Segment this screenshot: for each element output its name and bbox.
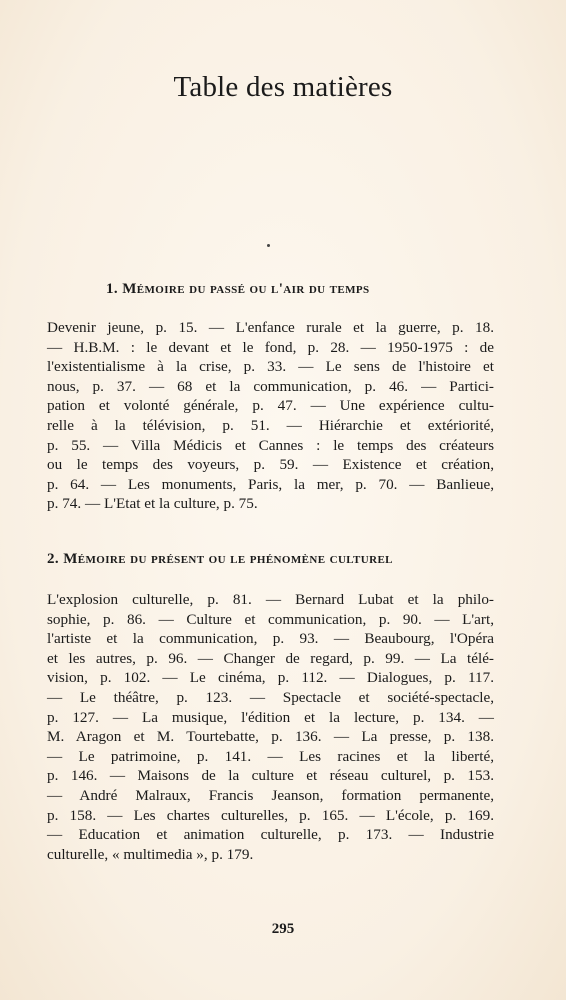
section-1-entries [47, 318, 494, 514]
toc-line: — Le patrimoine, p. 141. — Les racines et la liberté, [47, 747, 494, 765]
toc-line: p. 158. — Les chartes culturelles, p. 165. — L'école, p. 169. [47, 806, 494, 824]
toc-line: p. 127. — La musique, l'édition et la lecture, p. 134. — [47, 708, 494, 726]
toc-line: pation et volonté générale, p. 47. — Une expérience cultu- [47, 397, 494, 415]
toc-line: — H.B.M. : le devant et le fond, p. 28. — 1950-1975 : de [47, 338, 494, 356]
toc-line: et les autres, p. 96. — Changer de regard, p. 99. — La télé- [47, 649, 494, 667]
toc-line: — André Malraux, Francis Jeanson, formation permanente, [47, 786, 494, 804]
toc-line: culturelle, « multimedia », p. 179. [47, 845, 254, 863]
toc-line: p. 146. — Maisons de la culture et réseau culturel, p. 153. [47, 767, 494, 785]
toc-line: relle à la télévision, p. 51. — Hiérarchie et extériorité, [47, 416, 494, 434]
toc-line: sophie, p. 86. — Culture et communication, p. 90. — L'art, [47, 610, 494, 628]
section-2-entries [47, 590, 494, 864]
toc-line: l'artiste et la communication, p. 93. — Beaubourg, l'Opéra [47, 630, 494, 648]
ornament-dot [267, 244, 270, 247]
toc-line: M. Aragon et M. Tourtebatte, p. 136. — La presse, p. 138. [47, 728, 494, 746]
toc-line: — Le théâtre, p. 123. — Spectacle et société-spectacle, [47, 688, 494, 706]
toc-line: p. 64. — Les monuments, Paris, la mer, p. 70. — Banlieue, [47, 475, 494, 493]
page-title: Table des matières [173, 71, 393, 104]
toc-line: p. 74. — L'Etat et la culture, p. 75. [47, 495, 258, 513]
toc-line: nous, p. 37. — 68 et la communication, p. 46. — Partici- [47, 377, 494, 395]
toc-line: ou le temps des voyeurs, p. 59. — Existence et création, [47, 456, 494, 474]
toc-line: l'existentialisme à la crise, p. 33. — Le sens de l'histoire et [47, 358, 494, 376]
toc-line: — Education et animation culturelle, p. 173. — Industrie [47, 826, 494, 844]
toc-line: p. 55. — Villa Médicis et Cannes : le temps des créateurs [47, 436, 494, 454]
section-2-heading: 2. Mémoire du présent ou le phénomène culturel [47, 551, 393, 567]
toc-line: vision, p. 102. — Le cinéma, p. 112. — Dialogues, p. 117. [47, 669, 494, 687]
section-1-heading: 1. Mémoire du passé ou l'air du temps [106, 281, 370, 297]
page-number: 295 [271, 921, 295, 937]
toc-line: L'explosion culturelle, p. 81. — Bernard Lubat et la philo- [47, 591, 494, 608]
toc-line: Devenir jeune, p. 15. — L'enfance rurale et la guerre, p. 18. [47, 319, 494, 336]
